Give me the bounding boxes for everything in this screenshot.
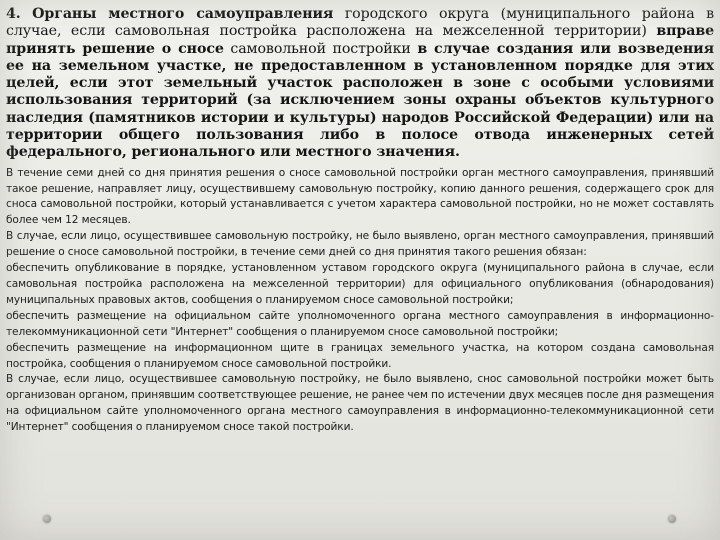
decorative-dot-right [668, 515, 676, 523]
body-paragraph-notice: В течение семи дней со дня принятия решения о сносе самовольной постройки орган местного самоуправления, принявший такое решение, направляет лицу, осуществившему самовольную постройку, копию данного решения, содержащего срок для сноса самовольной постройки, который устанавливается с учетом характера самовольной постройки, но не может составлять более чем 12 месяцев. [6, 166, 714, 227]
body-paragraph-unidentified: В случае, если лицо, осуществившее самовольную постройку, не было выявлено, орган местного самоуправления, принявший решение о сносе самовольной постройки, в течение семи дней со дня принятия такого решения обязан: [6, 230, 714, 259]
heading-bold-subject: Органы местного самоуправления [32, 6, 334, 22]
heading-regular-clause: городского округа (муниципального района в случае, если самовольная постройка расположена на межселенной территории) [6, 6, 714, 40]
heading-bold-conditions: в случае создания или возведения ее на земельном участке, не предоставленном в установленном порядке для этих целей, если этот земельный участок расположен в зоне с особыми условиями использования территорий (за исключением зоны охраны объектов культурного наследия (памятников истории и культуры) народов Российской Федерации) или на территории общего пользования либо в полосе отвода инженерных сетей федерального, регионального или местного значения. [6, 40, 714, 161]
body-paragraph-signboard: обеспечить размещение на информационном щите в границах земельного участка, на котором создана самовольная постройка, сообщения о планируемом сносе самовольной постройки. [6, 341, 714, 370]
decorative-dot-left [43, 515, 51, 523]
heading-bold-right: вправе принять решение о сносе [6, 23, 714, 57]
heading-paragraph [6, 6, 714, 162]
body-text [6, 166, 714, 436]
body-paragraph-website: обеспечить размещение на официальном сайте уполномоченного органа местного самоуправления в информационно-телекоммуникационной сети "Интернет" сообщения о планируемом сносе самовольной постройки; [6, 309, 714, 338]
heading-regular-object: самовольной постройки [230, 40, 411, 57]
body-paragraph-publication: обеспечить опубликование в порядке, установленном уставом городского округа (муниципального района в случае, если самовольная постройка расположена на межселенной территории) для официального опубликования (обнародования) муниципальных правовых актов, сообщения о планируемом сносе самовольной постройки; [6, 262, 714, 306]
heading-number: 4. [6, 6, 21, 22]
body-paragraph-demolition: В случае, если лицо, осуществившее самовольную постройку, не было выявлено, снос самовольной постройки может быть организован органом, принявшим соответствующее решение, не ранее чем по истечении двух месяцев после дня размещения на официальном сайте уполномоченного органа местного самоуправления в информационно-телекоммуникационной сети "Интернет" сообщения о планируемом сносе такой постройки. [6, 373, 714, 434]
